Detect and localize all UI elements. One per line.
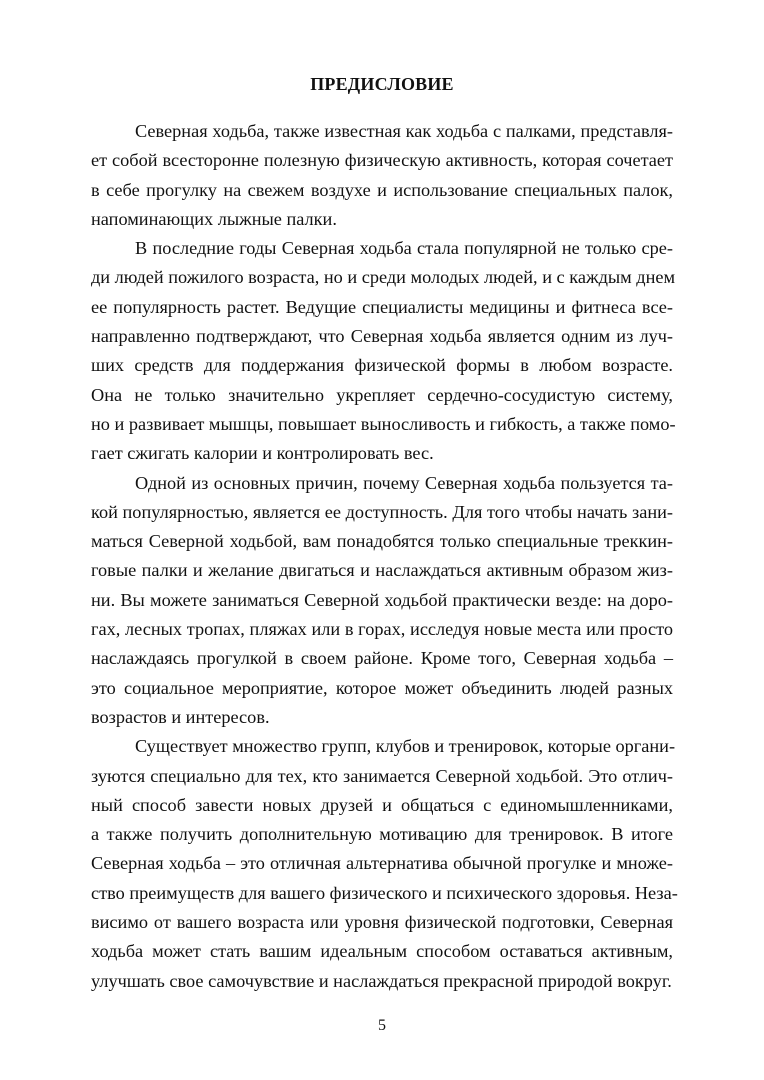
paragraph-line: но и развивает мышцы, повышает выносливость и гибкость, а также помо- [91,413,676,434]
paragraph-line: маться Северной ходьбой, вам понадобятся только специальные треккин- [91,531,673,552]
paragraph-line: ходьба может стать вашим идеальным способом оставаться активным, [91,941,673,962]
paragraph-line: а также получить дополнительную мотивацию для тренировок. В итоге [91,824,673,845]
paragraph-line: ет собой всесторонне полезную физическую активность, которая сочетает [91,150,673,171]
paragraph-line: Она не только значительно укрепляет сердечно-сосудистую систему, [91,384,673,405]
paragraph-line: ее популярность растет. Ведущие специалисты медицины и фитнеса все- [91,296,673,317]
paragraph-line: гает сжигать калории и контролировать вес. [91,443,434,464]
paragraph-line: напоминающих лыжные палки. [91,208,337,229]
paragraph-line: наслаждаясь прогулкой в своем районе. Кроме того, Северная ходьба – [91,648,673,669]
body-text [91,117,678,996]
paragraph-line: улучшать свое самочувствие и наслаждаться прекрасной природой вокруг. [91,970,672,991]
paragraph-line: Северная ходьба – это отличная альтернатива обычной прогулке и множе- [91,853,673,874]
paragraph-1 [91,117,673,234]
paragraph-2 [91,234,676,468]
paragraph-line: гах, лесных тропах, пляжах или в горах, исследуя новые места или просто [91,619,673,640]
paragraph-line: В последние годы Северная ходьба стала популярной не только сре- [135,238,673,259]
paragraph-line: ный способ завести новых друзей и общаться с единомышленниками, [91,794,673,815]
page-title: ПРЕДИСЛОВИЕ [310,74,454,94]
paragraph-line: ство преимуществ для вашего физического и психического здоровья. Неза- [91,882,678,903]
paragraph-line: ни. Вы можете заниматься Северной ходьбой практически везде: на доро- [91,589,673,610]
paragraph-line: в себе прогулку на свежем воздухе и использование специальных палок, [91,179,673,200]
paragraph-line: говые палки и желание двигаться и наслаждаться активным образом жиз- [91,560,673,581]
paragraph-line: направленно подтверждают, что Северная ходьба является одним из луч- [91,326,673,347]
paragraph-line: возрастов и интересов. [91,706,270,727]
paragraph-line: Одной из основных причин, почему Северная ходьба пользуется та- [135,472,673,493]
paragraph-line: Существует множество групп, клубов и тренировок, которые органи- [135,736,676,757]
page-number: 5 [378,1017,386,1034]
paragraph-line: ди людей пожилого возраста, но и среди молодых людей, и с каждым днем [91,267,676,288]
paragraph-4 [91,732,678,996]
paragraph-3 [91,469,673,733]
paragraph-line: висимо от вашего возраста или уровня физической подготовки, Северная [91,912,673,933]
paragraph-line: кой популярностью, является ее доступность. Для того чтобы начать зани- [91,501,673,522]
paragraph-line: зуются специально для тех, кто занимается Северной ходьбой. Это отлич- [91,765,673,786]
paragraph-line: Северная ходьба, также известная как ходьба с палками, представля- [135,121,673,141]
paragraph-line: это социальное мероприятие, которое может объединить людей разных [91,677,673,698]
paragraph-line: ших средств для поддержания физической формы в любом возрасте. [91,355,673,376]
